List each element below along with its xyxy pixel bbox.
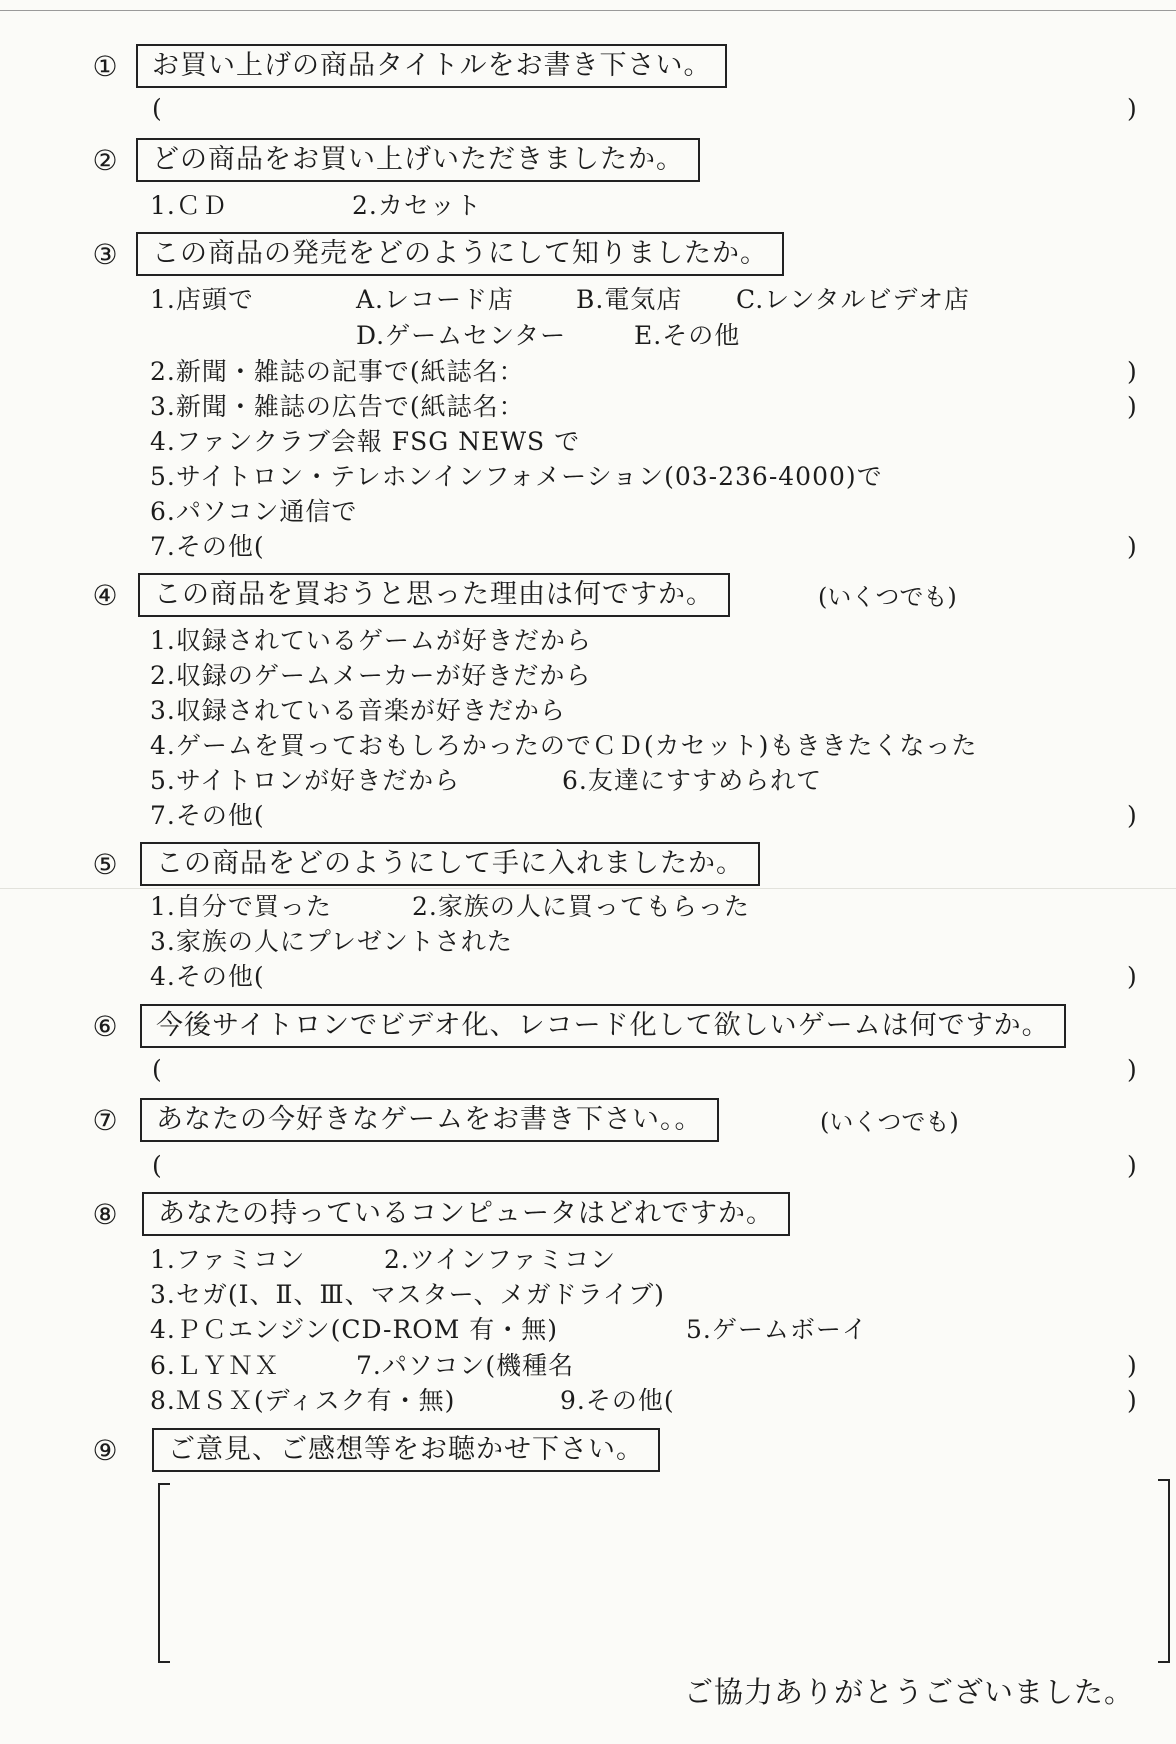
q3-option-record-store[interactable]: A.レコード店 — [356, 285, 515, 314]
q3-option-other[interactable]: 7.その他( — [150, 532, 265, 561]
question-7 — [0, 1098, 1176, 1146]
q3-option-game-center[interactable]: D.ゲームセンター — [356, 321, 567, 350]
q8-option-8[interactable]: 8.ＭＳＸ(ディスク有・無) — [150, 1386, 456, 1415]
question-8 — [0, 1192, 1176, 1240]
q2-option-cassette[interactable]: 2.カセット — [352, 191, 482, 220]
question-number: ⑤ — [92, 848, 118, 881]
q5-option-4[interactable]: 4.その他( — [150, 962, 265, 991]
question-note: (いくつでも) — [818, 583, 957, 611]
q3-option-store[interactable]: 1.店頭で — [150, 285, 254, 314]
question-text: この商品をどのようにして手に入れましたか。 — [140, 842, 760, 886]
q4-option-4[interactable]: 4.ゲームを買っておもしろかったのでＣＤ(カセット)もききたくなった — [150, 731, 978, 760]
q6-open-bracket[interactable]: ( — [152, 1055, 163, 1084]
question-note: (いくつでも) — [820, 1108, 959, 1136]
question-text: お買い上げの商品タイトルをお書き下さい。 — [136, 44, 727, 88]
q5-option-2[interactable]: 2.家族の人に買ってもらった — [412, 892, 750, 921]
q3-option-electronics-store[interactable]: B.電気店 — [576, 285, 683, 314]
q3-option-magazine-article[interactable]: 2.新聞・雑誌の記事で(紙誌名： — [150, 357, 525, 386]
question-number: ④ — [92, 579, 118, 612]
q4-option-2[interactable]: 2.収録のゲームメーカーが好きだから — [150, 661, 592, 690]
q3-close-bracket: ) — [1127, 532, 1137, 561]
q4-option-6[interactable]: 6.友達にすすめられて — [562, 766, 823, 795]
q8-option-5[interactable]: 5.ゲームボーイ — [686, 1315, 868, 1344]
q4-option-7[interactable]: 7.その他( — [150, 801, 265, 830]
question-5 — [0, 842, 1176, 890]
question-6 — [0, 1004, 1176, 1052]
q1-open-bracket[interactable]: ( — [152, 94, 163, 123]
question-4 — [0, 573, 1176, 621]
q4-close-bracket: ) — [1127, 801, 1137, 830]
q3-option-telephone-info[interactable]: 5.サイトロン・テレホンインフォメーション(03-236-4000)で — [150, 462, 883, 491]
q5-close-bracket: ) — [1127, 962, 1137, 991]
question-2 — [0, 138, 1176, 186]
question-text: あなたの今好きなゲームをお書き下さい。。 — [140, 1098, 719, 1142]
q8-option-3[interactable]: 3.セガ(Ⅰ、Ⅱ、Ⅲ、マスター、メガドライブ) — [150, 1280, 665, 1309]
question-number: ① — [92, 50, 118, 83]
question-1 — [0, 44, 1176, 92]
question-number: ⑥ — [92, 1010, 118, 1043]
q8-option-1[interactable]: 1.ファミコン — [150, 1245, 306, 1274]
q4-option-5[interactable]: 5.サイトロンが好きだから — [150, 766, 461, 795]
comment-bracket-right — [1158, 1479, 1170, 1663]
q3-option-magazine-ad[interactable]: 3.新聞・雑誌の広告で(紙誌名： — [150, 392, 525, 421]
question-text: この商品を買おうと思った理由は何ですか。 — [138, 573, 730, 617]
q3-close-bracket: ) — [1127, 392, 1137, 421]
q8-option-4[interactable]: 4.ＰＣエンジン(CD-ROM 有・無) — [150, 1315, 559, 1344]
q3-close-bracket: ) — [1127, 357, 1137, 386]
q3-option-store-other[interactable]: E.その他 — [634, 321, 741, 350]
question-text: あなたの持っているコンピュータはどれですか。 — [142, 1192, 790, 1236]
q7-open-bracket[interactable]: ( — [152, 1151, 163, 1180]
q4-option-1[interactable]: 1.収録されているゲームが好きだから — [150, 626, 592, 655]
question-number: ⑦ — [92, 1104, 118, 1137]
q1-close-bracket: ) — [1127, 94, 1137, 123]
q8-close-bracket: ) — [1127, 1351, 1137, 1380]
q3-option-pc-network[interactable]: 6.パソコン通信で — [150, 497, 358, 526]
question-3 — [0, 232, 1176, 280]
comment-bracket-left — [158, 1483, 170, 1663]
q2-option-cd[interactable]: 1.ＣＤ — [150, 191, 228, 220]
question-9 — [0, 1428, 1176, 1476]
q6-close-bracket: ) — [1127, 1055, 1137, 1084]
q7-close-bracket: ) — [1127, 1151, 1137, 1180]
q4-option-3[interactable]: 3.収録されている音楽が好きだから — [150, 696, 566, 725]
top-edge-line — [0, 10, 1176, 11]
thank-you-message: ご協力ありがとうございました。 — [684, 1675, 1135, 1709]
q5-option-1[interactable]: 1.自分で買った — [150, 892, 332, 921]
question-number: ③ — [92, 238, 118, 271]
q8-option-6[interactable]: 6.ＬＹＮＸ — [150, 1351, 280, 1380]
question-text: どの商品をお買い上げいただきましたか。 — [136, 138, 700, 182]
q8-option-7[interactable]: 7.パソコン(機種名 — [356, 1351, 575, 1380]
question-text: この商品の発売をどのようにして知りましたか。 — [136, 232, 784, 276]
comment-answer-area[interactable] — [158, 1483, 1170, 1659]
question-text: 今後サイトロンでビデオ化、レコード化して欲しいゲームは何ですか。 — [140, 1004, 1066, 1048]
question-text: ご意見、ご感想等をお聴かせ下さい。 — [152, 1428, 660, 1472]
question-number: ② — [92, 144, 118, 177]
q8-option-2[interactable]: 2.ツインファミコン — [384, 1245, 617, 1274]
q3-option-fanclub[interactable]: 4.ファンクラブ会報 FSG NEWS で — [150, 427, 581, 456]
question-number: ⑧ — [92, 1198, 118, 1231]
q5-option-3[interactable]: 3.家族の人にプレゼントされた — [150, 927, 513, 956]
q3-option-rental-video[interactable]: C.レンタルビデオ店 — [736, 285, 971, 314]
question-number: ⑨ — [92, 1434, 118, 1467]
q8-close-bracket: ) — [1127, 1386, 1137, 1415]
q8-option-9[interactable]: 9.その他( — [560, 1386, 675, 1415]
